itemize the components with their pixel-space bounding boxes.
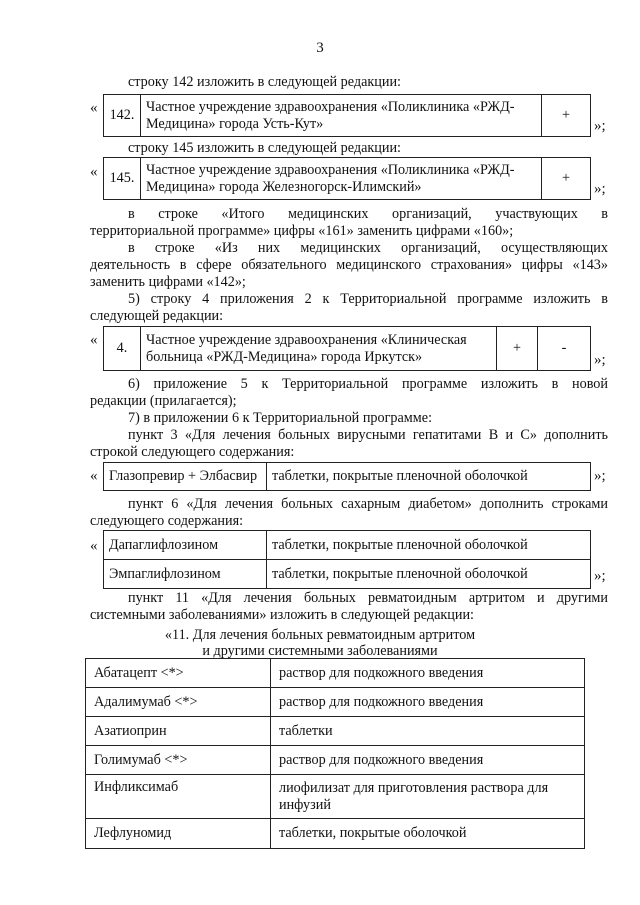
close-quote: »; bbox=[594, 468, 606, 484]
drug-name: Абатацепт <*> bbox=[86, 659, 271, 688]
table-row-4 bbox=[103, 326, 591, 371]
page-number: 3 bbox=[316, 40, 324, 56]
drug-name: Глазопревир + Элбасвир bbox=[104, 463, 267, 491]
paragraph: в строке «Из них медицинских организаций, осуществляющих bbox=[128, 240, 608, 256]
open-quote: « bbox=[90, 332, 98, 348]
section-heading: и другими системными заболеваниями bbox=[202, 643, 438, 659]
drug-form: таблетки, покрытые пленочной оболочкой bbox=[267, 531, 591, 560]
close-quote: »; bbox=[594, 118, 606, 134]
drug-name: Адалимумаб <*> bbox=[86, 688, 271, 717]
open-quote: « bbox=[90, 100, 98, 116]
paragraph: строку 142 изложить в следующей редакции: bbox=[128, 74, 401, 90]
paragraph: редакции (прилагается); bbox=[90, 393, 237, 409]
table-row-145 bbox=[103, 157, 591, 200]
mark-2: - bbox=[538, 327, 591, 371]
paragraph: 5) строку 4 приложения 2 к Территориальной программе изложить в bbox=[128, 291, 608, 307]
drug-form: таблетки bbox=[271, 717, 585, 746]
open-quote: « bbox=[90, 538, 98, 554]
open-quote: « bbox=[90, 164, 98, 180]
drug-form: раствор для подкожного введения bbox=[271, 688, 585, 717]
paragraph: строкой следующего содержания: bbox=[90, 444, 295, 460]
drug-form: раствор для подкожного введения bbox=[271, 659, 585, 688]
row-number: 4. bbox=[104, 327, 141, 371]
paragraph: строку 145 изложить в следующей редакции: bbox=[128, 140, 401, 156]
table-row-142 bbox=[103, 94, 591, 137]
drug-form: лиофилизат для приготовления раствора для инфузий bbox=[271, 775, 585, 819]
table-rheumatoid bbox=[85, 658, 585, 849]
drug-name: Азатиоприн bbox=[86, 717, 271, 746]
paragraph: следующего содержания: bbox=[90, 513, 244, 529]
drug-name: Лефлуномид bbox=[86, 819, 271, 849]
paragraph: в строке «Итого медицинских организаций, участвующих в bbox=[128, 206, 608, 222]
drug-form: таблетки, покрытые оболочкой bbox=[271, 819, 585, 849]
drug-form: таблетки, покрытые пленочной оболочкой bbox=[267, 560, 591, 589]
paragraph: 6) приложение 5 к Территориальной программе изложить в новой bbox=[128, 376, 608, 392]
drug-form: таблетки, покрытые пленочной оболочкой bbox=[267, 463, 591, 491]
table-hepatitis bbox=[103, 462, 591, 491]
paragraph: пункт 6 «Для лечения больных сахарным диабетом» дополнить строками bbox=[128, 496, 608, 512]
paragraph: системными заболеваниями» изложить в следующей редакции: bbox=[90, 607, 475, 623]
drug-name: Эмпаглифлозином bbox=[104, 560, 267, 589]
section-heading: «11. Для лечения больных ревматоидным артритом bbox=[164, 627, 476, 643]
org-name: Частное учреждение здравоохранения «Поликлиника «РЖД- Медицина» города Усть-Кут» bbox=[141, 95, 542, 137]
paragraph: 7) в приложении 6 к Территориальной программе: bbox=[128, 410, 433, 426]
open-quote: « bbox=[90, 468, 98, 484]
drug-name: Голимумаб <*> bbox=[86, 746, 271, 775]
org-name: Частное учреждение здравоохранения «Поликлиника «РЖД- Медицина» города Железногорск-Илимский» bbox=[141, 158, 542, 200]
row-number: 142. bbox=[104, 95, 141, 137]
paragraph: заменить цифрами «142»; bbox=[90, 274, 246, 290]
close-quote: »; bbox=[594, 181, 606, 197]
table-diabetes bbox=[103, 530, 591, 589]
org-name: Частное учреждение здравоохранения «Клиническая больница «РЖД-Медицина» города Иркутск» bbox=[141, 327, 497, 371]
close-quote: »; bbox=[594, 568, 606, 584]
drug-name: Дапаглифлозином bbox=[104, 531, 267, 560]
mark-1: + bbox=[497, 327, 538, 371]
paragraph: пункт 11 «Для лечения больных ревматоидным артритом и другими bbox=[128, 590, 608, 606]
participation-mark: + bbox=[542, 158, 591, 200]
participation-mark: + bbox=[542, 95, 591, 137]
drug-name: Инфликсимаб bbox=[86, 775, 271, 819]
paragraph: следующей редакции: bbox=[90, 308, 224, 324]
close-quote: »; bbox=[594, 352, 606, 368]
paragraph: территориальной программе» цифры «161» заменить цифрами «160»; bbox=[90, 223, 514, 239]
drug-form: раствор для подкожного введения bbox=[271, 746, 585, 775]
paragraph: деятельность в сфере обязательного медицинского страхования» цифры «143» bbox=[90, 257, 608, 273]
paragraph: пункт 3 «Для лечения больных вирусными гепатитами В и С» дополнить bbox=[128, 427, 608, 443]
row-number: 145. bbox=[104, 158, 141, 200]
